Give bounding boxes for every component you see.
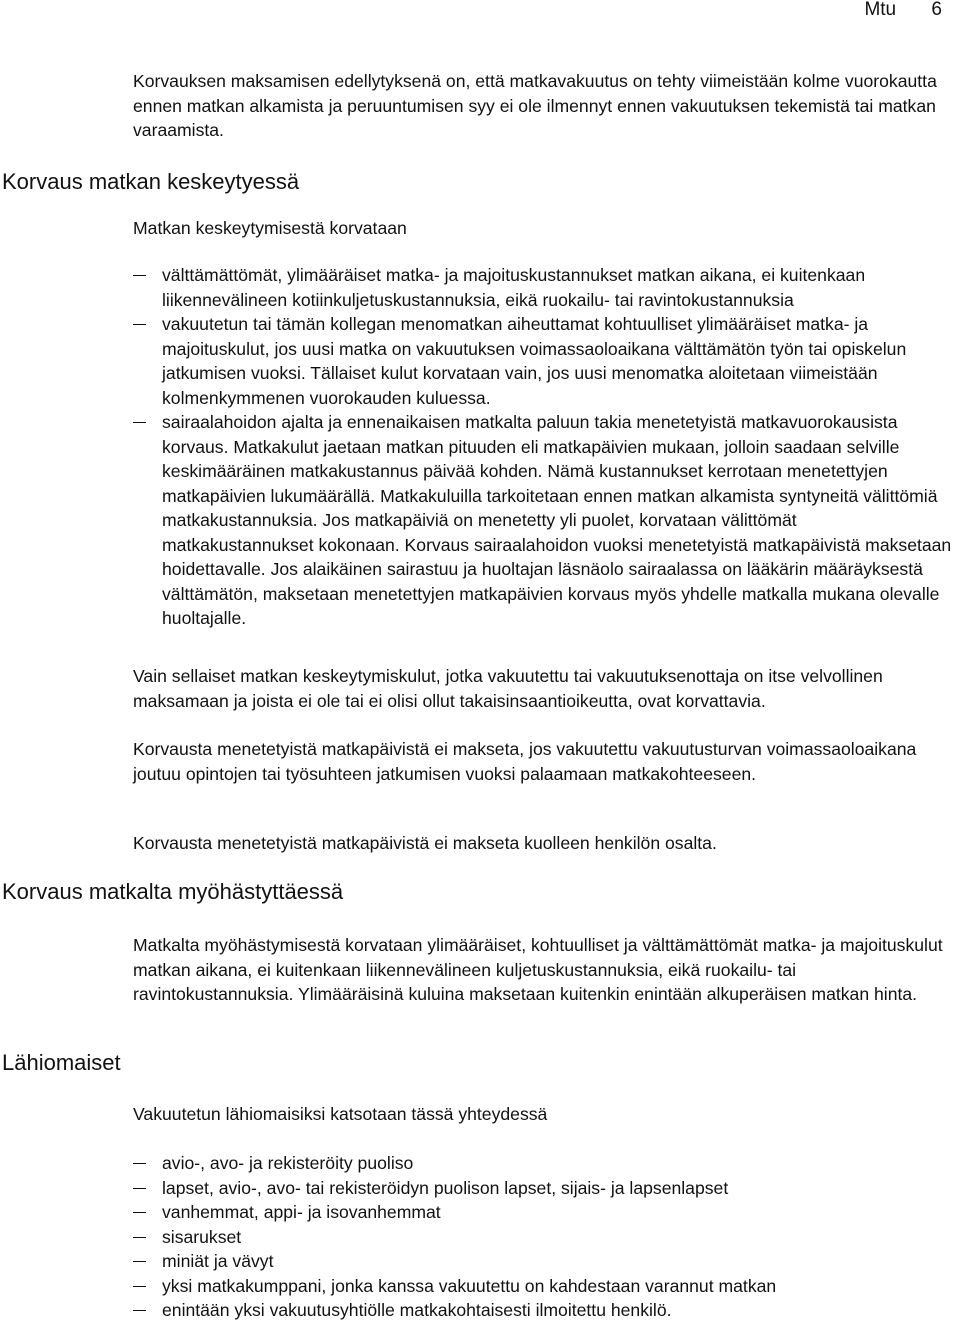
dash-bullet <box>133 1310 146 1311</box>
list-item-text: lapset, avio-, avo- tai rekisteröidyn puolison lapset, sijais- ja lapsenlapset <box>162 1177 729 1198</box>
dash-bullet <box>133 1286 146 1287</box>
list-item <box>133 263 953 312</box>
intro-paragraph: Korvauksen maksamisen edellytyksenä on, että matkavakuutus on tehty viimeistään kolme vuorokautta ennen matkan alkamista ja peruuntumisen syy ei ole ilmennyt ennen vakuutuksen tekemistä tai matkan varaamista. <box>133 71 937 140</box>
list-item-text: miniät ja vävyt <box>162 1251 274 1271</box>
list-item-text: yksi matkakumppani, jonka kanssa vakuutettu on kahdestaan varannut matkan <box>162 1275 777 1296</box>
relatives-lead: Vakuutetun lähiomaisiksi katsotaan tässä yhteydessä <box>133 1104 548 1124</box>
dash-bullet <box>133 1163 146 1164</box>
list-item <box>133 1249 953 1274</box>
list-item-text: sisarukset <box>162 1226 242 1247</box>
delay-paragraph: Matkalta myöhästymisestä korvataan ylimääräiset, kohtuulliset ja välttämättömät matka- ja majoituskulut matkan aikana, ei kuitenkaan liikennevälineen kuljetuskustannuksia, eikä ruokailu- tai ravintokustannuksia. Ylimääräisinä kuluina maksetaan kuitenkin enintään alkuperäisen matkan hinta. <box>133 935 943 1004</box>
list-item-text: avio-, avo- ja rekisteröity puoliso <box>162 1153 414 1173</box>
section-heading-interruption: Korvaus matkan keskeytyessä <box>2 169 300 194</box>
list-item <box>133 1225 953 1250</box>
interruption-paragraph-1: Vain sellaiset matkan keskeytymiskulut, jotka vakuutettu tai vakuutuksenottaja on itse velvollinen maksamaan ja joista ei ole tai ei olisi ollut takaisinsaantioikeutta, ovat korvattavia. <box>133 666 883 711</box>
dash-bullet <box>133 1212 146 1213</box>
list-item-text: sairaalahoidon ajalta ja ennenaikaisen matkalta paluun takia menetetyistä matkavuorokausista korvaus. Matkakulut jaetaan matkan pituuden eli matkapäivien mukaan, jolloin saadaan selville keskimääräinen matkakustannus päivää kohden. Nämä kustannukset kerrotaan menetettyjen matkapäivien lukumäärällä. Matkakuluilla tarkoitetaan ennen matkan alkamista syntyneitä välittömiä matkakustannuksia. Jos matkapäiviä on menetetty yli puolet, korvataan välittömät matkakustannukset kokonaan. Korvaus sairaalahoidon vuoksi menetetyistä matkapäivistä maksetaan hoidettavalle. Jos alaikäinen sairastuu ja huoltajan läsnäolo sairaalassa on lääkärin määräyksestä välttämätön, maksetaan menetettyjen matkapäivien korvaus myös yhdelle matkalla mukana olevalle huoltajalle. <box>162 412 952 628</box>
list-item <box>133 312 953 410</box>
section-heading-delay: Korvaus matkalta myöhästyttäessä <box>2 879 344 904</box>
dash-bullet <box>133 1237 146 1238</box>
list-item-text: vanhemmat, appi- ja isovanhemmat <box>162 1202 441 1222</box>
list-item <box>133 1274 953 1299</box>
list-item <box>133 1298 953 1323</box>
list-item-text: vakuutetun tai tämän kollegan menomatkan aiheuttamat kohtuulliset ylimääräiset matka- ja majoituskulut, jos uusi matka on vakuutuksen voimassaoloaikana välttämätön työn tai opiskelun jatkumisen vuoksi. Tällaiset kulut korvataan vain, jos uusi menomatka aloitetaan viimeistään kolmenkymmenen vuorokauden kuluessa. <box>162 314 907 408</box>
page-number: 6 <box>931 0 942 20</box>
list-item <box>133 1200 953 1225</box>
list-item <box>133 410 953 631</box>
document-id: Mtu <box>864 0 897 20</box>
dash-bullet <box>133 275 146 276</box>
list-item-text: enintään yksi vakuutusyhtiölle matkakohtaisesti ilmoitettu henkilö. <box>162 1300 672 1320</box>
interruption-lead: Matkan keskeytymisestä korvataan <box>133 218 407 238</box>
page-header <box>864 0 942 20</box>
list-item <box>133 1176 953 1201</box>
dash-bullet <box>133 324 146 325</box>
interruption-paragraph-2: Korvausta menetetyistä matkapäivistä ei makseta, jos vakuutettu vakuutusturvan voimassaoloaikana joutuu opintojen tai työsuhteen jatkumisen vuoksi palaamaan matkakohteeseen. <box>133 739 917 784</box>
dash-bullet <box>133 1261 146 1262</box>
list-item <box>133 1151 953 1176</box>
dash-bullet <box>133 1188 146 1189</box>
interruption-list <box>133 263 953 631</box>
list-item-text: välttämättömät, ylimääräiset matka- ja majoituskustannukset matkan aikana, ei kuitenkaan liikennevälineen kotiinkuljetuskustannuksia, eikä ruokailu- tai ravintokustannuksia <box>162 265 866 310</box>
relatives-list <box>133 1151 953 1323</box>
section-heading-relatives: Lähiomaiset <box>2 1050 121 1075</box>
interruption-paragraph-3: Korvausta menetetyistä matkapäivistä ei makseta kuolleen henkilön osalta. <box>133 833 717 853</box>
dash-bullet <box>133 422 146 423</box>
